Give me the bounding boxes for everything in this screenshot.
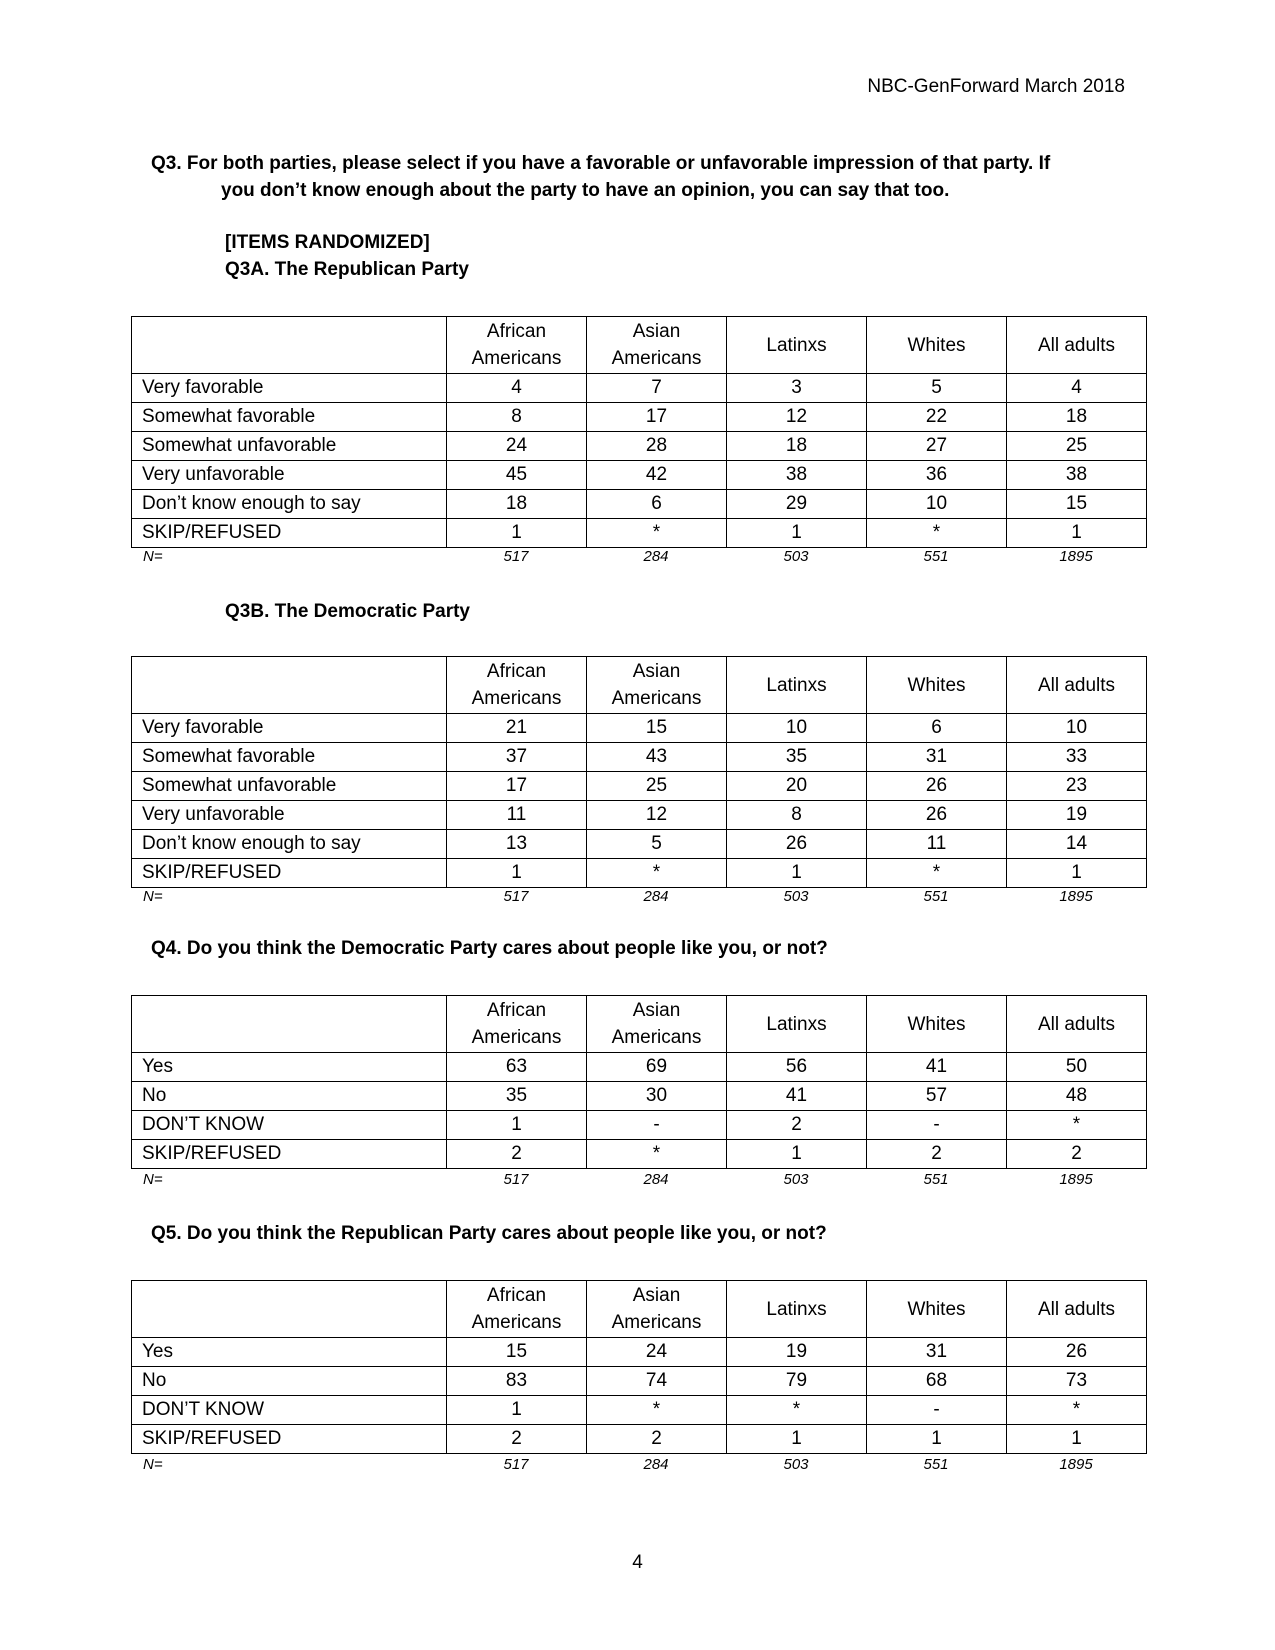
table-cell: * xyxy=(587,1396,727,1425)
column-header: All adults xyxy=(1007,1281,1147,1338)
table-row xyxy=(132,432,1147,461)
table-cell: 26 xyxy=(1007,1338,1147,1367)
table-row xyxy=(132,403,1147,432)
table-cell: 21 xyxy=(447,714,587,743)
table-cell: 41 xyxy=(867,1053,1007,1082)
table-row xyxy=(132,772,1147,801)
table-cell: 1 xyxy=(447,859,587,888)
table-cell: 18 xyxy=(727,432,867,461)
table-cell: 79 xyxy=(727,1367,867,1396)
table-cell: 1 xyxy=(447,1396,587,1425)
table-cell: 14 xyxy=(1007,830,1147,859)
n-label: N= xyxy=(143,1171,163,1188)
table-cell: 2 xyxy=(867,1140,1007,1169)
table-row xyxy=(132,1082,1147,1111)
table-row xyxy=(132,714,1147,743)
row-label: No xyxy=(132,1082,447,1111)
table-cell: 56 xyxy=(727,1053,867,1082)
row-label: SKIP/REFUSED xyxy=(132,519,447,548)
q4-table xyxy=(131,995,1147,1169)
column-header: All adults xyxy=(1007,317,1147,374)
table-cell: 17 xyxy=(587,403,727,432)
q4-sample-sizes xyxy=(131,1171,1146,1191)
table-cell: 26 xyxy=(867,772,1007,801)
table-cell: 45 xyxy=(447,461,587,490)
table-cell: 36 xyxy=(867,461,1007,490)
table-cell: 29 xyxy=(727,490,867,519)
table-cell: 24 xyxy=(587,1338,727,1367)
table-cell: 69 xyxy=(587,1053,727,1082)
table-cell: 18 xyxy=(1007,403,1147,432)
table-cell: 8 xyxy=(447,403,587,432)
table-row xyxy=(132,1338,1147,1367)
table-cell: 31 xyxy=(867,743,1007,772)
column-header: All adults xyxy=(1007,996,1147,1053)
table-cell: * xyxy=(1007,1111,1147,1140)
table-row xyxy=(132,859,1147,888)
table-cell: 19 xyxy=(1007,801,1147,830)
n-value: 551 xyxy=(923,1456,949,1473)
column-header: Latinxs xyxy=(727,657,867,714)
table-cell: 19 xyxy=(727,1338,867,1367)
n-value: 551 xyxy=(923,888,949,905)
table-cell: 15 xyxy=(1007,490,1147,519)
table-cell: 1 xyxy=(1007,859,1147,888)
column-header: Whites xyxy=(867,317,1007,374)
table-cell: 12 xyxy=(587,801,727,830)
table-cell: 7 xyxy=(587,374,727,403)
header-row xyxy=(132,657,1147,714)
n-value: 284 xyxy=(643,548,669,565)
n-value: 551 xyxy=(923,548,949,565)
column-header: Latinxs xyxy=(727,317,867,374)
table-row xyxy=(132,801,1147,830)
row-label: Don’t know enough to say xyxy=(132,490,447,519)
column-header: African Americans xyxy=(447,657,587,714)
table-cell: 4 xyxy=(1007,374,1147,403)
n-label: N= xyxy=(143,1456,163,1473)
n-value: 284 xyxy=(643,1171,669,1188)
table-cell: 73 xyxy=(1007,1367,1147,1396)
table-row xyxy=(132,374,1147,403)
table-cell: 24 xyxy=(447,432,587,461)
table-cell: 4 xyxy=(447,374,587,403)
table-cell: 35 xyxy=(727,743,867,772)
table-cell: 83 xyxy=(447,1367,587,1396)
table-cell: 50 xyxy=(1007,1053,1147,1082)
column-header: All adults xyxy=(1007,657,1147,714)
table-cell: 6 xyxy=(587,490,727,519)
n-value: 517 xyxy=(503,888,529,905)
q3b-sample-sizes xyxy=(131,888,1146,908)
q3-question xyxy=(151,150,1131,204)
table-cell: - xyxy=(587,1111,727,1140)
table-cell: * xyxy=(587,1140,727,1169)
table-row xyxy=(132,743,1147,772)
n-value: 517 xyxy=(503,1171,529,1188)
table-row xyxy=(132,1111,1147,1140)
table-cell: 1 xyxy=(447,1111,587,1140)
row-label: Don’t know enough to say xyxy=(132,830,447,859)
n-value: 1895 xyxy=(1059,1171,1093,1188)
row-label: Somewhat unfavorable xyxy=(132,432,447,461)
n-value: 1895 xyxy=(1059,1456,1093,1473)
n-value: 284 xyxy=(643,1456,669,1473)
table-cell: 1 xyxy=(727,519,867,548)
table-cell: 2 xyxy=(727,1111,867,1140)
table-cell: 15 xyxy=(447,1338,587,1367)
table-row xyxy=(132,1140,1147,1169)
table-cell: 17 xyxy=(447,772,587,801)
q3a-sample-sizes xyxy=(131,548,1146,568)
table-cell: 63 xyxy=(447,1053,587,1082)
header-blank-cell xyxy=(132,996,447,1053)
table-cell: 28 xyxy=(587,432,727,461)
table-cell: 1 xyxy=(1007,1425,1147,1454)
table-cell: 12 xyxy=(727,403,867,432)
table-cell: 6 xyxy=(867,714,1007,743)
table-row xyxy=(132,461,1147,490)
column-header: Latinxs xyxy=(727,996,867,1053)
q5-table xyxy=(131,1280,1147,1454)
row-label: Somewhat favorable xyxy=(132,403,447,432)
column-header: African Americans xyxy=(447,1281,587,1338)
table-cell: 1 xyxy=(727,1140,867,1169)
table-cell: 33 xyxy=(1007,743,1147,772)
header-blank-cell xyxy=(132,657,447,714)
table-row xyxy=(132,1396,1147,1425)
header-row xyxy=(132,317,1147,374)
column-header: Whites xyxy=(867,996,1007,1053)
page-number: 4 xyxy=(632,1552,643,1573)
header-blank-cell xyxy=(132,1281,447,1338)
column-header: Asian Americans xyxy=(587,657,727,714)
table-cell: 8 xyxy=(727,801,867,830)
table-cell: - xyxy=(867,1111,1007,1140)
row-label: Somewhat unfavorable xyxy=(132,772,447,801)
table-row xyxy=(132,830,1147,859)
column-header: Latinxs xyxy=(727,1281,867,1338)
row-label: Yes xyxy=(132,1053,447,1082)
q5-title: Q5. Do you think the Republican Party cares about people like you, or not? xyxy=(151,1223,827,1244)
table-cell: 43 xyxy=(587,743,727,772)
table-cell: 1 xyxy=(727,1425,867,1454)
column-header: African Americans xyxy=(447,996,587,1053)
q3a-title: Q3A. The Republican Party xyxy=(225,259,469,280)
header-blank-cell xyxy=(132,317,447,374)
column-header: Asian Americans xyxy=(587,317,727,374)
table-cell: 5 xyxy=(587,830,727,859)
row-label: Very unfavorable xyxy=(132,461,447,490)
row-label: SKIP/REFUSED xyxy=(132,1425,447,1454)
n-value: 551 xyxy=(923,1171,949,1188)
table-row xyxy=(132,1425,1147,1454)
table-cell: 1 xyxy=(1007,519,1147,548)
table-cell: 22 xyxy=(867,403,1007,432)
n-value: 1895 xyxy=(1059,888,1093,905)
row-label: No xyxy=(132,1367,447,1396)
table-row xyxy=(132,1053,1147,1082)
table-cell: * xyxy=(867,519,1007,548)
table-cell: 1 xyxy=(867,1425,1007,1454)
header-row xyxy=(132,996,1147,1053)
table-cell: 2 xyxy=(447,1425,587,1454)
table-cell: 10 xyxy=(727,714,867,743)
table-cell: 57 xyxy=(867,1082,1007,1111)
table-cell: 20 xyxy=(727,772,867,801)
table-cell: 18 xyxy=(447,490,587,519)
n-value: 1895 xyxy=(1059,548,1093,565)
column-header: Whites xyxy=(867,657,1007,714)
table-cell: 25 xyxy=(587,772,727,801)
items-randomized-note: [ITEMS RANDOMIZED] xyxy=(225,232,430,253)
table-cell: 27 xyxy=(867,432,1007,461)
n-value: 517 xyxy=(503,548,529,565)
table-cell: 13 xyxy=(447,830,587,859)
n-value: 503 xyxy=(783,888,809,905)
q3-title-cont: you don’t know enough about the party to have an opinion, you can say that too. xyxy=(221,180,950,201)
table-cell: 2 xyxy=(447,1140,587,1169)
row-label: Yes xyxy=(132,1338,447,1367)
table-cell: * xyxy=(587,859,727,888)
table-cell: 48 xyxy=(1007,1082,1147,1111)
table-cell: 2 xyxy=(587,1425,727,1454)
q3b-title: Q3B. The Democratic Party xyxy=(225,601,470,622)
table-cell: 5 xyxy=(867,374,1007,403)
table-cell: * xyxy=(727,1396,867,1425)
row-label: DON’T KNOW xyxy=(132,1111,447,1140)
table-cell: 38 xyxy=(727,461,867,490)
row-label: Very favorable xyxy=(132,714,447,743)
table-cell: 68 xyxy=(867,1367,1007,1396)
table-cell: 23 xyxy=(1007,772,1147,801)
table-cell: 30 xyxy=(587,1082,727,1111)
n-value: 284 xyxy=(643,888,669,905)
column-header: African Americans xyxy=(447,317,587,374)
table-cell: 31 xyxy=(867,1338,1007,1367)
table-cell: 15 xyxy=(587,714,727,743)
table-cell: 10 xyxy=(1007,714,1147,743)
q4-title: Q4. Do you think the Democratic Party cares about people like you, or not? xyxy=(151,938,828,959)
table-cell: 3 xyxy=(727,374,867,403)
table-cell: 38 xyxy=(1007,461,1147,490)
table-cell: 41 xyxy=(727,1082,867,1111)
row-label: DON’T KNOW xyxy=(132,1396,447,1425)
n-value: 503 xyxy=(783,1456,809,1473)
n-value: 517 xyxy=(503,1456,529,1473)
q3a-table xyxy=(131,316,1147,548)
table-cell: 11 xyxy=(447,801,587,830)
table-cell: 11 xyxy=(867,830,1007,859)
table-cell: 26 xyxy=(867,801,1007,830)
table-cell: 25 xyxy=(1007,432,1147,461)
table-row xyxy=(132,1367,1147,1396)
table-row xyxy=(132,490,1147,519)
column-header: Whites xyxy=(867,1281,1007,1338)
row-label: SKIP/REFUSED xyxy=(132,859,447,888)
n-value: 503 xyxy=(783,1171,809,1188)
document-header: NBC-GenForward March 2018 xyxy=(867,76,1125,97)
column-header: Asian Americans xyxy=(587,1281,727,1338)
table-cell: 74 xyxy=(587,1367,727,1396)
table-cell: 37 xyxy=(447,743,587,772)
q3-title: Q3. For both parties, please select if you have a favorable or unfavorable impression of that party. If xyxy=(151,153,1051,174)
table-cell: * xyxy=(587,519,727,548)
table-row xyxy=(132,519,1147,548)
row-label: Somewhat favorable xyxy=(132,743,447,772)
table-cell: 1 xyxy=(447,519,587,548)
table-cell: 26 xyxy=(727,830,867,859)
table-cell: 35 xyxy=(447,1082,587,1111)
q5-sample-sizes xyxy=(131,1456,1146,1476)
table-cell: 2 xyxy=(1007,1140,1147,1169)
n-value: 503 xyxy=(783,548,809,565)
table-cell: 1 xyxy=(727,859,867,888)
column-header: Asian Americans xyxy=(587,996,727,1053)
table-cell: 10 xyxy=(867,490,1007,519)
table-cell: - xyxy=(867,1396,1007,1425)
q3b-table xyxy=(131,656,1147,888)
row-label: SKIP/REFUSED xyxy=(132,1140,447,1169)
table-cell: * xyxy=(1007,1396,1147,1425)
n-label: N= xyxy=(143,888,163,905)
header-row xyxy=(132,1281,1147,1338)
table-cell: * xyxy=(867,859,1007,888)
table-cell: 42 xyxy=(587,461,727,490)
row-label: Very favorable xyxy=(132,374,447,403)
row-label: Very unfavorable xyxy=(132,801,447,830)
n-label: N= xyxy=(143,548,163,565)
